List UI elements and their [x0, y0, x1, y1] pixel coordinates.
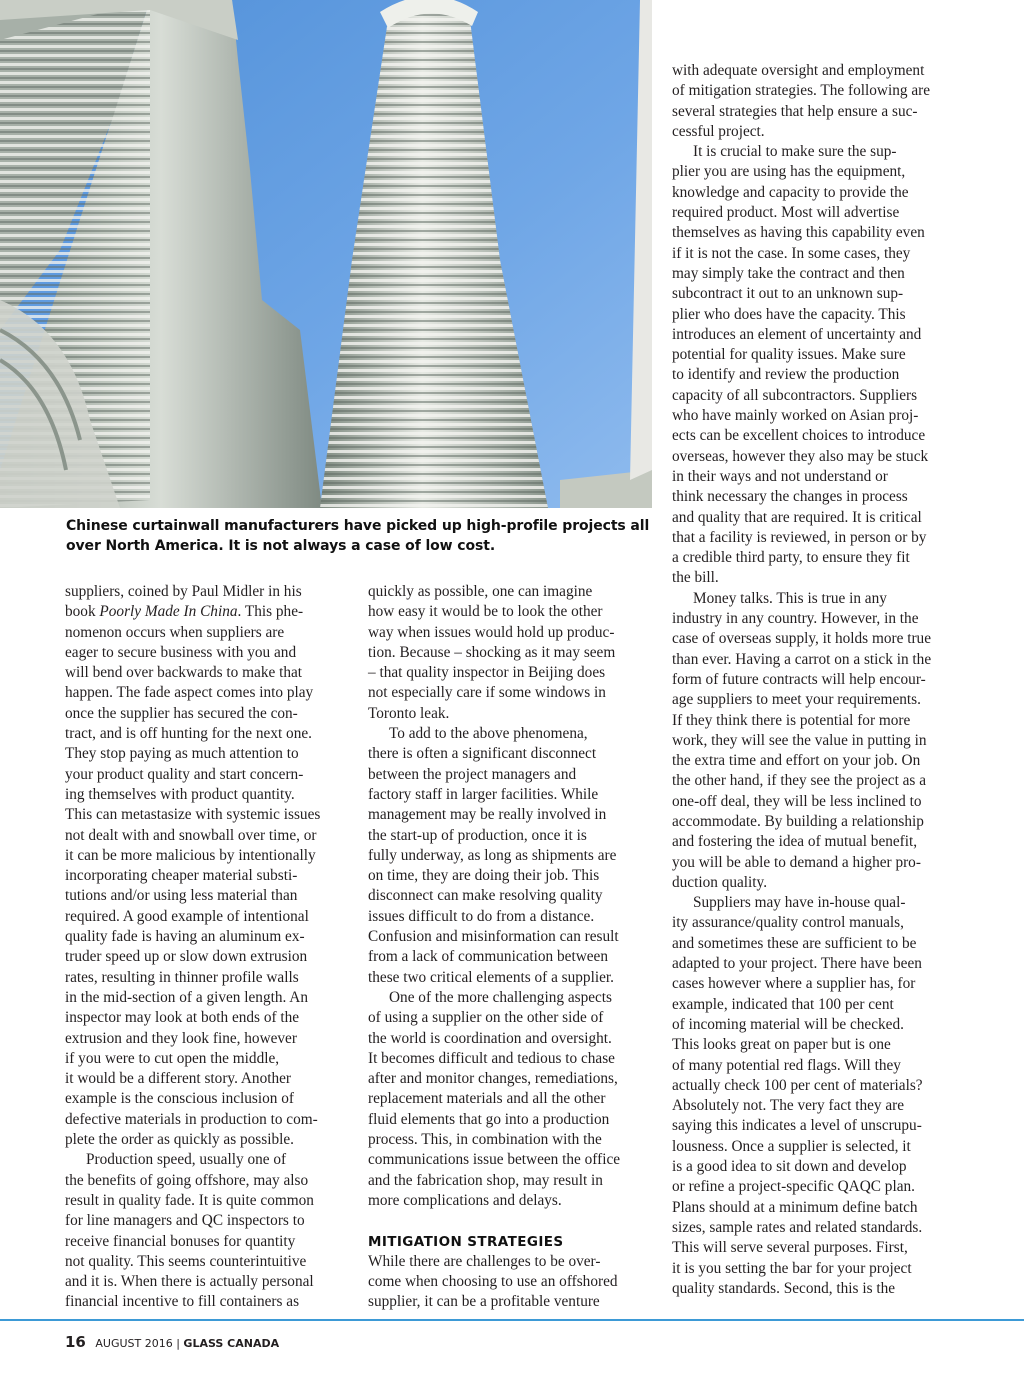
text-line: eager to secure business with you and	[65, 643, 297, 661]
text-line: in the mid-section of a given length. An	[65, 988, 309, 1006]
text-line: more complications and delays.	[368, 1191, 562, 1209]
text-line: there is often a significant disconnect	[368, 745, 597, 763]
text-line: if it is not the case. In some cases, they	[672, 244, 911, 262]
text-line: It becomes difficult and tedious to chase	[368, 1049, 615, 1067]
text-line: process. This, in combination with the	[368, 1131, 602, 1149]
text-line: lousness. Once a supplier is selected, it	[672, 1137, 911, 1155]
text-line: required product. Most will advertise	[672, 204, 900, 222]
text-line: from a lack of communication between	[368, 948, 608, 966]
text-line: saying this indicates a level of unscrupu-	[672, 1117, 922, 1135]
text-line: capacity of all subcontractors. Suppliers	[672, 386, 918, 404]
text-line: quickly as possible, one can imagine	[368, 583, 593, 600]
text-line: While there are challenges to be over-	[368, 1252, 601, 1270]
text-line: or refine a project-specific QAQC plan.	[672, 1178, 915, 1196]
footer-rule	[0, 1319, 1024, 1321]
text-line: one-off deal, they will be less inclined to	[672, 792, 922, 810]
page-number: 16	[65, 1333, 86, 1351]
text-line: – that quality inspector in Beijing does	[368, 664, 606, 682]
article-column-right	[672, 61, 962, 1299]
issue-date: AUGUST 2016 |	[95, 1337, 180, 1350]
text-line: cessful project.	[672, 122, 765, 140]
text-line: Suppliers may have in-house qual-	[693, 894, 906, 912]
text-line: if you were to cut open the middle,	[65, 1049, 280, 1067]
text-line: defective materials in production to com-	[65, 1110, 318, 1128]
text-line: management may be really involved in	[368, 806, 607, 824]
text-line: result in quality fade. It is quite common	[65, 1191, 314, 1209]
article-column-left	[65, 582, 355, 1313]
text-line: example is the conscious inclusion of	[65, 1090, 294, 1108]
text-line: happen. The fade aspect comes into play	[65, 684, 314, 702]
text-line: overseas, however they also may be stuck	[672, 447, 929, 465]
text-line: with adequate oversight and employment	[672, 62, 925, 79]
text-line: rates, resulting in thinner profile walls	[65, 968, 299, 986]
text-line: fluid elements that go into a production	[368, 1110, 610, 1128]
text-line: communications issue between the office	[368, 1151, 621, 1169]
text-line: Absolutely not. The very fact they are	[672, 1097, 905, 1115]
text-line: and quality that are required. It is critical	[672, 508, 922, 526]
text-line: Plans should at a minimum define batch	[672, 1198, 918, 1216]
text-line: replacement materials and all the other	[368, 1090, 606, 1108]
text-line: once the supplier has secured the con-	[65, 704, 298, 722]
text-line: actually check 100 per cent of materials?	[672, 1076, 923, 1094]
text-line: Production speed, usually one of	[86, 1151, 287, 1169]
text-line: the world is coordination and oversight.	[368, 1029, 612, 1047]
text-line: Toronto leak.	[368, 704, 450, 722]
text-line: the other hand, if they see the project as a	[672, 772, 926, 790]
text-line: industry in any country. However, in the	[672, 610, 919, 628]
text-line: receive financial bonuses for quantity	[65, 1232, 296, 1250]
text-line: these two critical elements of a supplier.	[368, 968, 614, 986]
text-line: They stop paying as much attention to	[65, 745, 299, 763]
text-line: for line managers and QC inspectors to	[65, 1212, 305, 1230]
text-line: it is you setting the bar for your project	[672, 1259, 912, 1277]
book-title: Poorly Made In China	[99, 603, 238, 621]
section-heading: MITIGATION STRATEGIES	[368, 1233, 564, 1250]
text-line: of many potential red flags. Will they	[672, 1056, 901, 1074]
text-line: ects can be excellent choices to introduce	[672, 427, 926, 445]
text-line: It is crucial to make sure the sup-	[693, 143, 897, 161]
text-line: quality fade is having an aluminum ex-	[65, 928, 305, 946]
text-line: inspector may look at both ends of the	[65, 1009, 300, 1027]
text-line: If they think there is potential for more	[672, 711, 911, 729]
text-line: financial incentive to fill containers as	[65, 1293, 300, 1311]
caption-line: Chinese curtainwall manufacturers have picked up high-profile projects all	[66, 518, 650, 534]
text-line: and the fabrication shop, may result in	[368, 1171, 603, 1189]
text-line: This can metastasize with systemic issues	[65, 806, 321, 824]
text-line: of mitigation strategies. The following are	[672, 82, 931, 100]
text-line: will bend over backwards to make that	[65, 664, 303, 682]
text-line: extrusion and they look fine, however	[65, 1029, 297, 1047]
text-line: Confusion and misinformation can result	[368, 928, 619, 946]
text-line: duction quality.	[672, 873, 768, 891]
text-line: cases however where a supplier has, for	[672, 975, 916, 993]
text-line: not dealt with and snowball over time, or	[65, 826, 317, 844]
text-line: fully underway, as long as shipments are	[368, 846, 617, 864]
text-line: how easy it would be to look the other	[368, 603, 603, 621]
text-line: issues difficult to do from a distance.	[368, 907, 595, 925]
two-towers-photo	[0, 0, 652, 508]
text-line: not quality. This seems counterintuitive	[65, 1252, 307, 1270]
caption-line: over North America. It is not always a case of low cost.	[66, 538, 496, 554]
text-line: it can be more malicious by intentionally	[65, 846, 316, 864]
text-line: tutions and/or using less material than	[65, 887, 298, 905]
page-footer	[65, 1333, 279, 1351]
text-line: think necessary the changes in process	[672, 488, 908, 506]
text-line: age suppliers to meet your requirements.	[672, 691, 921, 709]
text-line: it would be a different story. Another	[65, 1070, 292, 1088]
text-line: suppliers, coined by Paul Midler in his	[65, 583, 302, 600]
text-line: knowledge and capacity to provide the	[672, 183, 909, 201]
text-line: ity assurance/quality control manuals,	[672, 914, 904, 932]
text-line: nomenon occurs when suppliers are	[65, 623, 285, 641]
text-line: and sometimes these are sufficient to be	[672, 934, 917, 952]
text-line: ing themselves with product quantity.	[65, 785, 295, 803]
text-line: themselves as having this capability even	[672, 224, 925, 242]
text-line: come when choosing to use an offshored	[368, 1273, 618, 1291]
text-line: not especially care if some windows in	[368, 684, 606, 702]
spacer	[368, 1211, 648, 1231]
text-line: truder speed up or slow down extrusion	[65, 948, 308, 966]
text-line: potential for quality issues. Make sure	[672, 346, 906, 364]
text-line: of incoming material will be checked.	[672, 1015, 904, 1033]
text-line: case of overseas supply, it holds more true	[672, 630, 931, 648]
text-line: plier you are using has the equipment,	[672, 163, 906, 181]
text-line: One of the more challenging aspects	[389, 988, 612, 1006]
text-line: This looks great on paper but is one	[672, 1036, 891, 1054]
text-line: the start-up of production, once it is	[368, 826, 587, 844]
text-line: of using a supplier on the other side of	[368, 1009, 604, 1027]
text-line: sizes, sample rates and related standards.	[672, 1218, 923, 1236]
text-line: tion. Because – shocking as it may seem	[368, 643, 616, 661]
text-line: work, they will see the value in putting in	[672, 731, 927, 749]
text-line: To add to the above phenomena,	[389, 725, 588, 743]
text-line: introduces an element of uncertainty and	[672, 325, 922, 343]
text-line: required. A good example of intentional	[65, 907, 309, 925]
photo-caption	[66, 516, 656, 556]
text-line: to identify and review the production	[672, 366, 900, 384]
text-line: This will serve several purposes. First,	[672, 1239, 908, 1257]
text-line: you will be able to demand a higher pro-	[672, 853, 921, 871]
text-line: subcontract it out to an unknown sup-	[672, 285, 904, 303]
text-line: than ever. Having a carrot on a stick in the	[672, 650, 932, 668]
text-line: your product quality and start concern-	[65, 765, 304, 783]
tower-photo	[0, 0, 652, 508]
text-line: way when issues would hold up produc-	[368, 623, 615, 641]
text-line: supplier, it can be a profitable venture	[368, 1293, 600, 1311]
text-line: and it is. When there is actually personal	[65, 1273, 314, 1291]
text-line: disconnect can make resolving quality	[368, 887, 603, 905]
text-line: plier who does have the capacity. This	[672, 305, 906, 323]
text-line: may simply take the contract and then	[672, 264, 905, 282]
article-column-middle	[368, 582, 648, 1313]
text-line: adapted to your project. There have been	[672, 955, 922, 973]
text-line: and fostering the idea of mutual benefit,	[672, 833, 918, 851]
text-line: book Poorly Made In China. This phe-	[65, 603, 304, 621]
text-line: Money talks. This is true in any	[693, 589, 887, 607]
text-line: incorporating cheaper material substi-	[65, 867, 298, 885]
text-line: the extra time and effort on your job. On	[672, 752, 921, 770]
text-line: on time, they are doing their job. This	[368, 867, 600, 885]
text-line: plete the order as quickly as possible.	[65, 1131, 294, 1149]
text-line: between the project managers and	[368, 765, 577, 783]
text-line: the bill.	[672, 569, 719, 587]
text-line: the benefits of going offshore, may also	[65, 1171, 309, 1189]
text-line: after and monitor changes, remediations,	[368, 1070, 618, 1088]
magazine-name: GLASS CANADA	[183, 1337, 280, 1350]
text-line: factory staff in larger facilities. While	[368, 785, 599, 803]
text-line: a credible third party, to ensure they fit	[672, 549, 910, 567]
text-line: who have mainly worked on Asian proj-	[672, 407, 919, 425]
text-line: quality standards. Second, this is the	[672, 1279, 896, 1297]
text-line: is a good idea to sit down and develop	[672, 1158, 907, 1176]
text-line: that a facility is reviewed, in person or by	[672, 528, 927, 546]
text-line: form of future contracts will help encour-	[672, 670, 926, 688]
text-line: tract, and is off hunting for the next one.	[65, 725, 312, 743]
text-line: several strategies that help ensure a suc-	[672, 102, 918, 120]
text-line: example, indicated that 100 per cent	[672, 995, 894, 1013]
text-line: in their ways and not understand or	[672, 467, 888, 485]
text-line: accommodate. By building a relationship	[672, 812, 924, 830]
